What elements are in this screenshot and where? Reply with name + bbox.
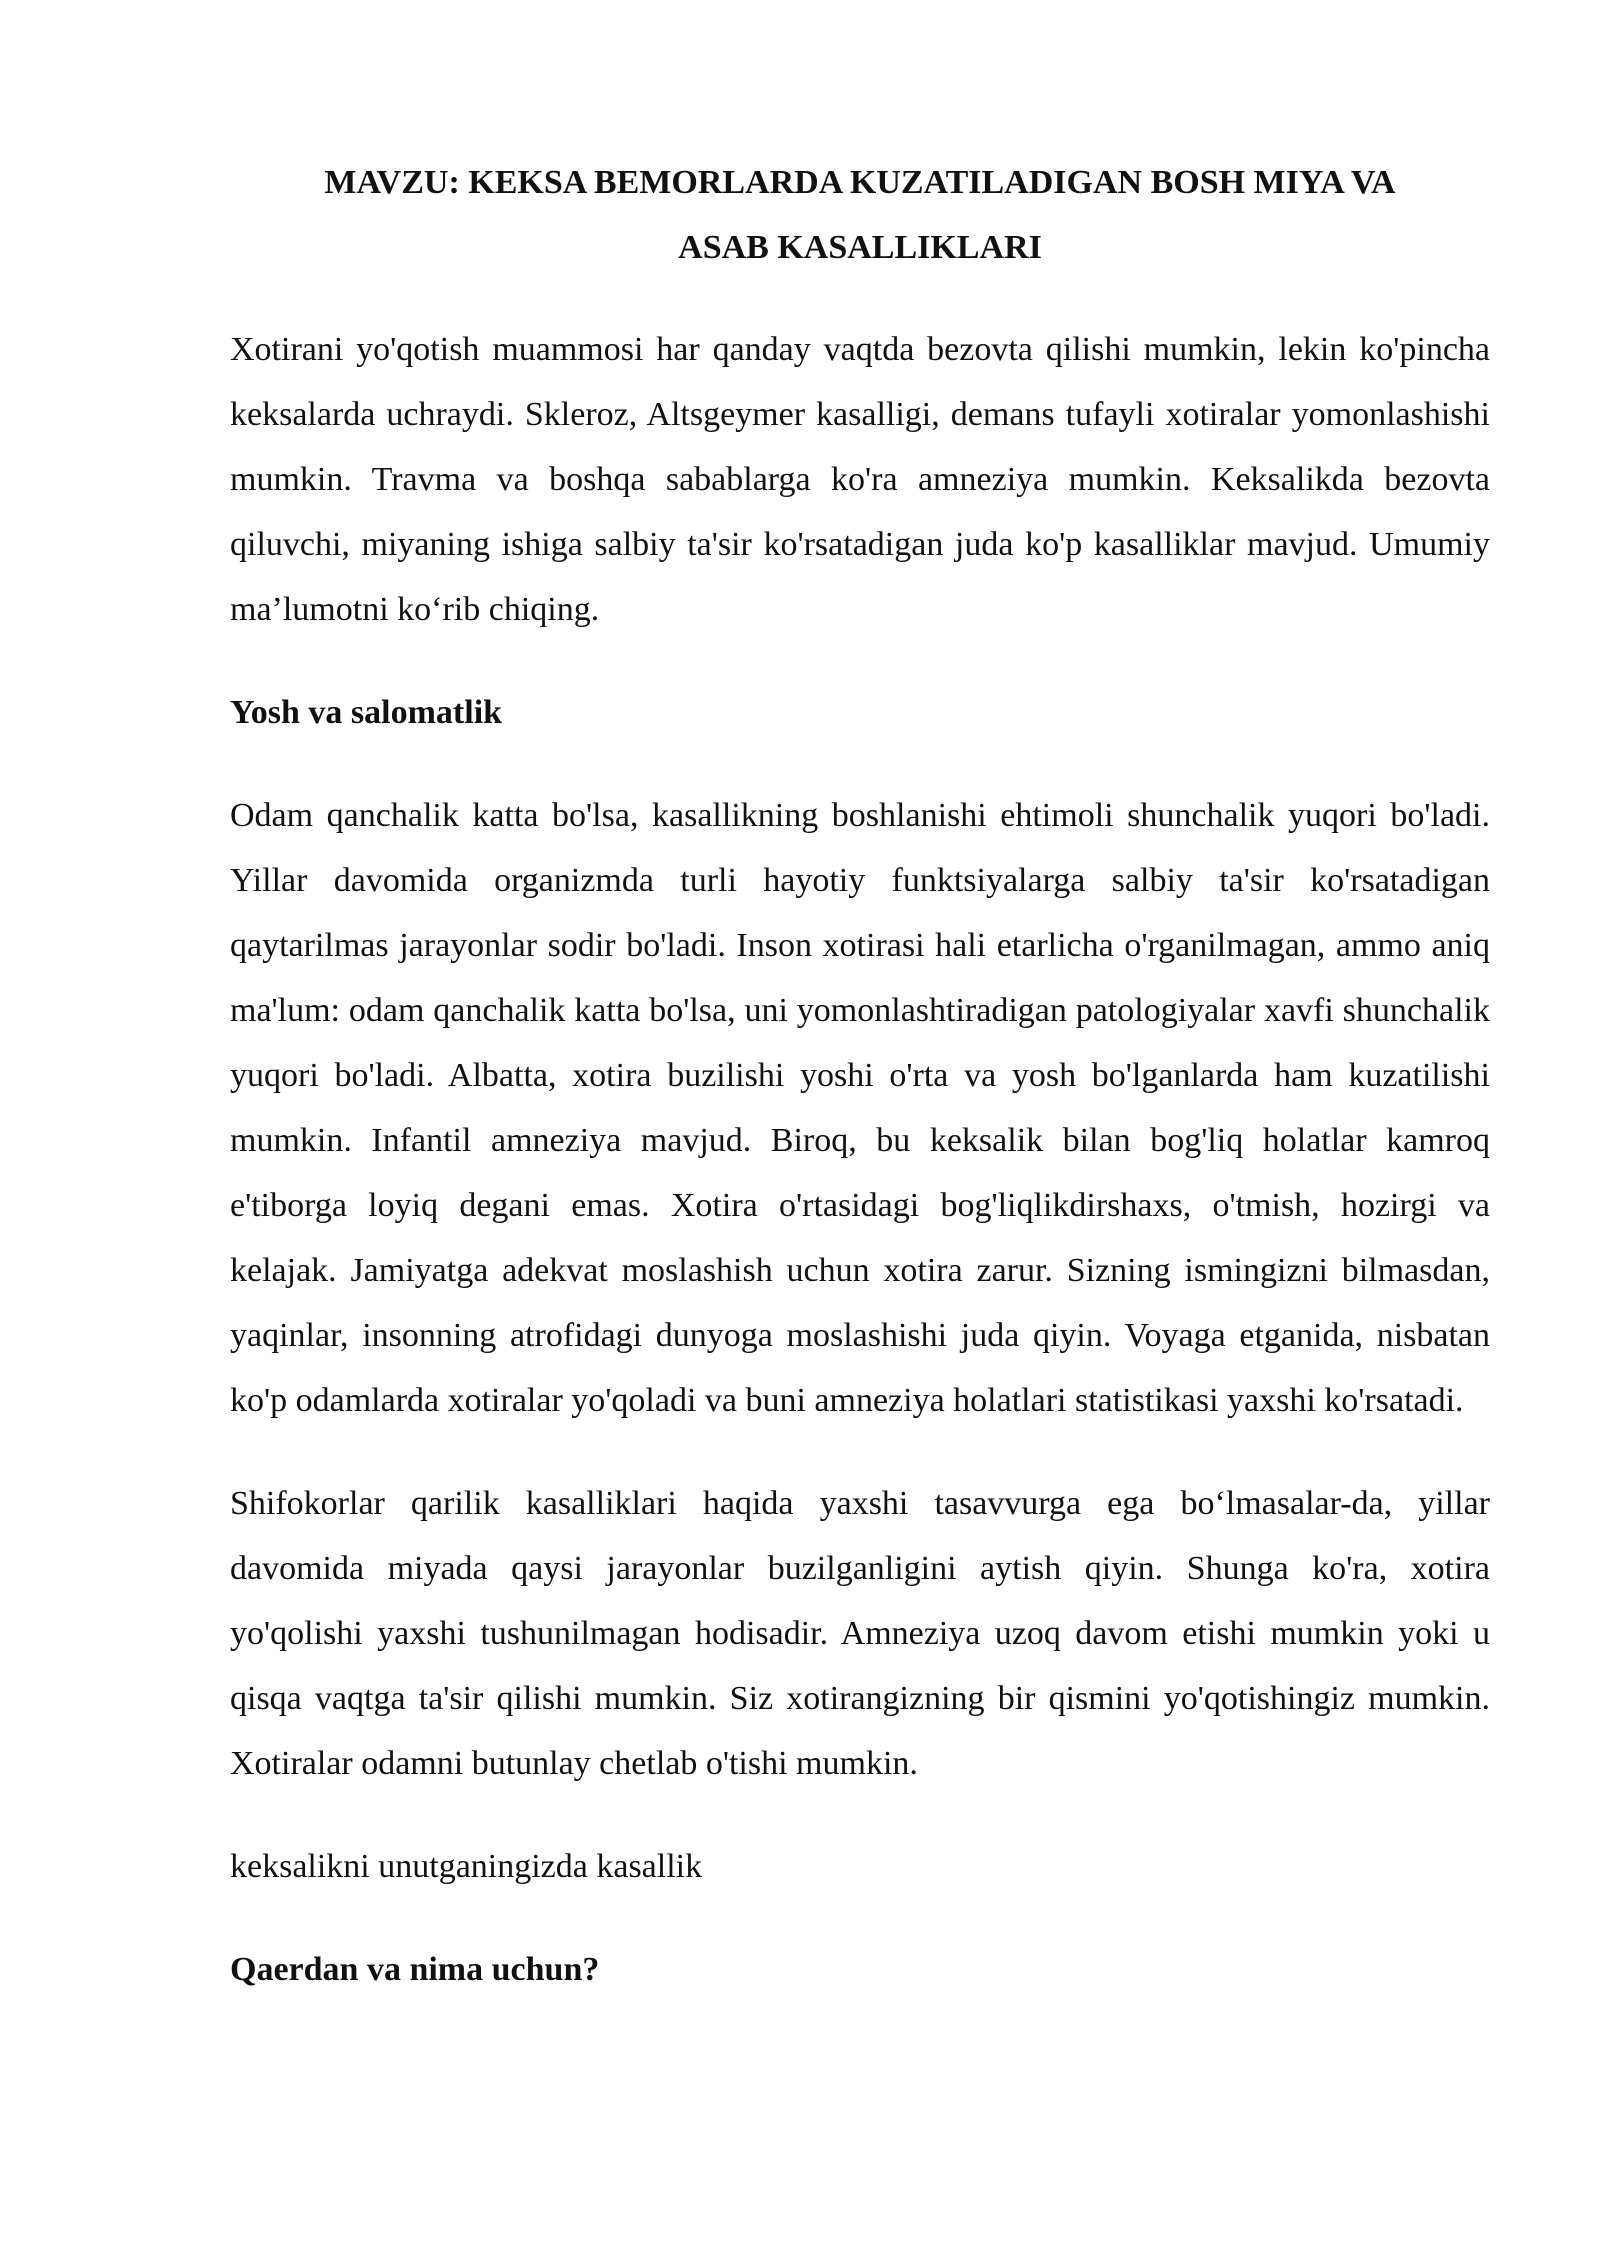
title-line-1: MAVZU: KEKSA BEMORLARDA KUZATILADIGAN BOSH MIYA VA <box>324 164 1396 201</box>
section-heading-where-why: Qaerdan va nima uchun? <box>230 1951 600 1988</box>
document-content <box>230 150 1490 2002</box>
title-line-2: ASAB KASALLIKLARI <box>678 229 1042 266</box>
spacer <box>230 280 1490 317</box>
spacer <box>230 1433 1490 1471</box>
section-heading-age-health: Yosh va salomatlik <box>230 694 503 731</box>
document-title <box>230 150 1490 280</box>
spacer <box>230 642 1490 680</box>
paragraph-doctors: Shifokorlar qarilik kasalliklari haqida yaxshi tasavvurga ega bo‘lmasalar-da, yillar davomida miyada qaysi jarayonlar buzilganligini aytish qiyin. Shunga ko'ra, xotira yo'qolishi yaxshi tushunilmagan hodisadir. Amneziya uzoq davom etishi mumkin yoki u qisqa vaqtga ta'sir qilishi mumkin. Siz xotirangizning bir qismini yo'qotishingiz mumkin. Xotiralar odamni butunlay chetlab o'tishi mumkin. <box>230 1485 1490 1782</box>
spacer <box>230 1796 1490 1834</box>
paragraph-age-health: Odam qanchalik katta bo'lsa, kasallikning boshlanishi ehtimoli shunchalik yuqori bo'ladi. Yillar davomida organizmda turli hayotiy funktsiyalarga salbiy ta'sir ko'rsatadigan qaytarilmas jarayonlar sodir bo'ladi. Inson xotirasi hali etarlicha o'rganilmagan, ammo aniq ma'lum: odam qanchalik katta bo'lsa, uni yomonlashtiradigan patologiyalar xavfi shunchalik yuqori bo'ladi. Albatta, xotira buzilishi yoshi o'rta va yosh bo'lganlarda ham kuzatilishi mumkin. Infantil amneziya mavjud. Biroq, bu keksalik bilan bog'liq holatlar kamroq e'tiborga loyiq degani emas. Xotira o'rtasidagi bog'liqlikdirshaxs, o'tmish, hozirgi va kelajak. Jamiyatga adekvat moslashish uchun xotira zarur. Sizning ismingizni bilmasdan, yaqinlar, insonning atrofidagi dunyoga moslashishi juda qiyin. Voyaga etganida, nisbatan ko'p odamlarda xotiralar yo'qoladi va buni amneziya holatlari statistikasi yaxshi ko'rsatadi. <box>230 797 1490 1419</box>
paragraph-intro: Xotirani yo'qotish muammosi har qanday vaqtda bezovta qilishi mumkin, lekin ko'pincha keksalarda uchraydi. Skleroz, Altsgeymer kasalligi, demans tufayli xotiralar yomonlashishi mumkin. Travma va boshqa sabablarga ko'ra amneziya mumkin. Keksalikda bezovta qiluvchi, miyaning ishiga salbiy ta'sir ko'rsatadigan juda ko'p kasalliklar mavjud. Umumiy ma’lumotni ko‘rib chiqing. <box>230 331 1490 628</box>
paragraph-short-line: keksalikni unutganingizda kasallik <box>230 1848 703 1885</box>
spacer <box>230 1899 1490 1937</box>
spacer <box>230 745 1490 783</box>
